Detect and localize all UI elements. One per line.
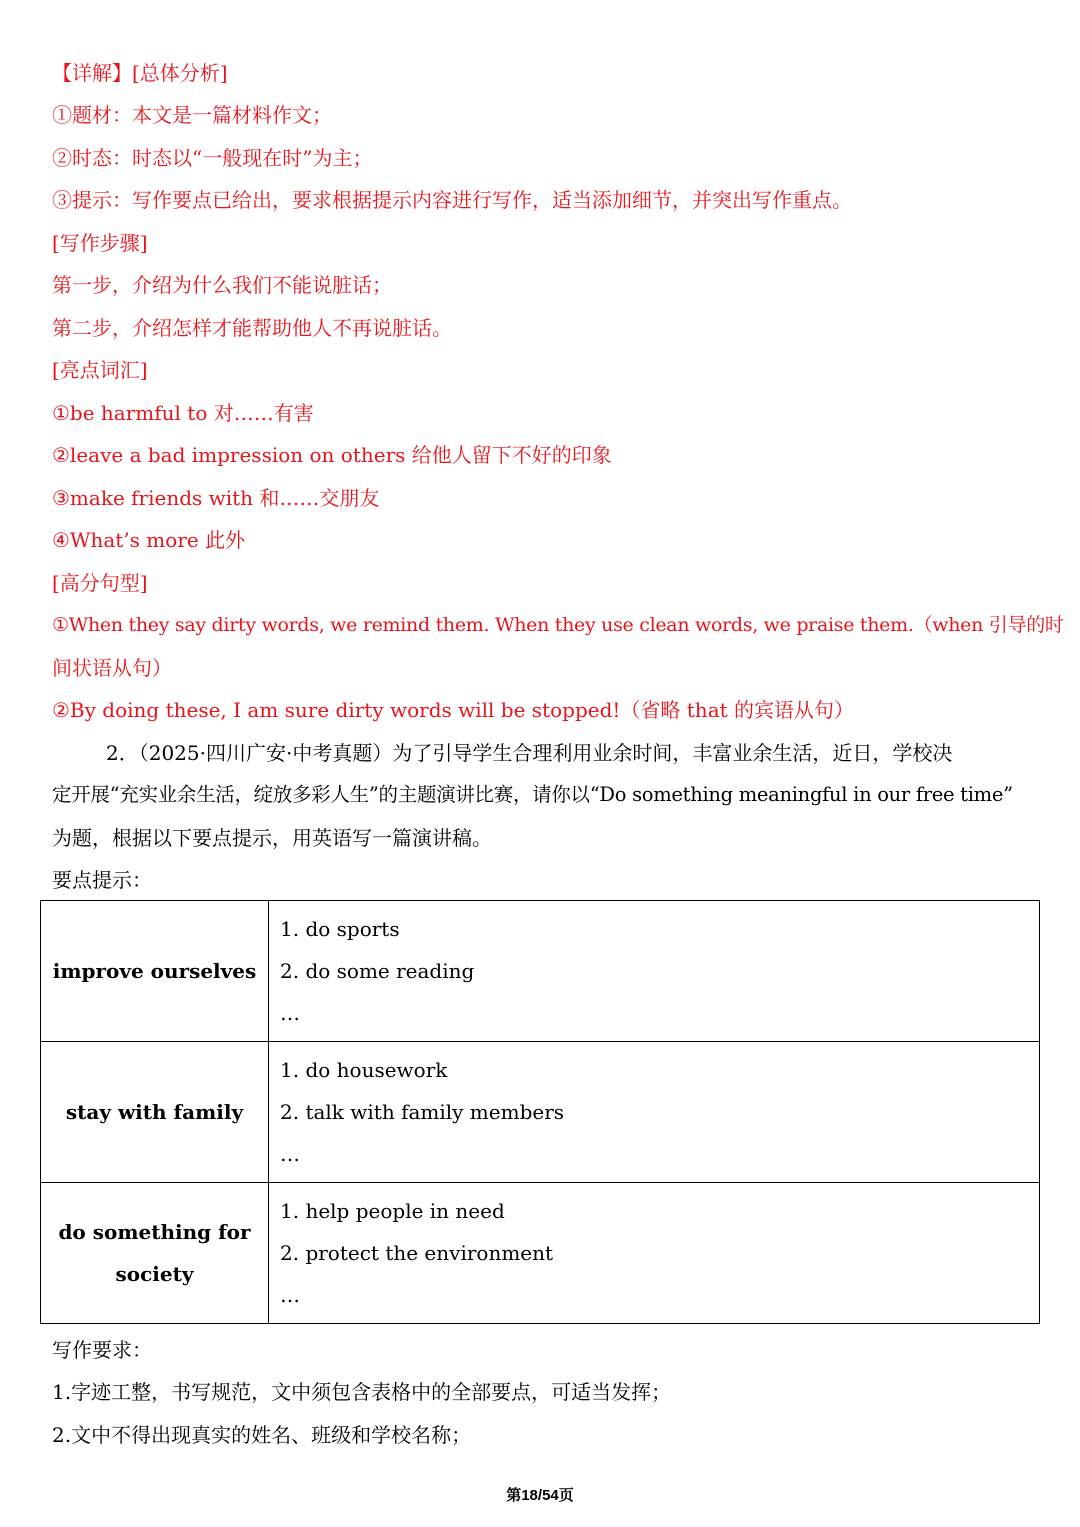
vocab-item-3: ③make friends with 和……交朋友 — [52, 486, 380, 510]
row-key-line: stay with family — [65, 1100, 244, 1124]
page-number: 第18/54页 — [506, 1487, 574, 1504]
overview-line-3: ③提示：写作要点已给出，要求根据提示内容进行写作，适当添加细节，并突出写作重点。 — [52, 188, 852, 212]
row-key-line: do something for — [58, 1220, 251, 1244]
list-item: 1. do housework — [280, 1058, 448, 1082]
requirements-label: 写作要求： — [52, 1338, 152, 1362]
list-item: 2. protect the environment — [280, 1241, 554, 1265]
list-item: … — [280, 1142, 300, 1166]
row-key-line: society — [115, 1262, 194, 1286]
table-row — [41, 1183, 1040, 1324]
list-item: 2. talk with family members — [280, 1100, 565, 1124]
question-line-3: 为题，根据以下要点提示，用英语写一篇演讲稿。 — [52, 826, 492, 850]
vocab-heading: [亮点词汇] — [52, 358, 148, 382]
list-item: … — [280, 1283, 300, 1307]
row-items — [269, 1042, 1040, 1183]
sentence-1-line-1: ①When they say dirty words, we remind them. When they use clean words, we praise them.（when 引导的时 — [52, 614, 1064, 636]
points-table — [40, 900, 1040, 1324]
row-items — [269, 1183, 1040, 1324]
overview-line-2: ②时态：时态以“一般现在时”为主； — [52, 146, 373, 170]
list-item: 1. do sports — [280, 917, 400, 941]
sentence-1-line-2: 间状语从句） — [52, 656, 172, 680]
row-items — [269, 901, 1040, 1042]
sentences-heading: [高分句型] — [52, 571, 148, 595]
step-1: 第一步，介绍为什么我们不能说脏话； — [52, 273, 392, 297]
vocab-item-1: ①be harmful to 对……有害 — [52, 401, 314, 425]
overview-line-1: ①题材：本文是一篇材料作文； — [52, 103, 332, 127]
vocab-item-2: ②leave a bad impression on others 给他人留下不好的印象 — [52, 443, 612, 467]
step-2: 第二步，介绍怎样才能帮助他人不再说脏话。 — [52, 316, 452, 340]
list-item: 2. do some reading — [280, 959, 475, 983]
requirement-2: 2.文中不得出现真实的姓名、班级和学校名称； — [52, 1423, 472, 1447]
sentence-2: ②By doing these, I am sure dirty words will be stopped!（省略 that 的宾语从句） — [52, 698, 855, 722]
analysis-heading: 【详解】[总体分析] — [52, 61, 228, 85]
vocab-item-4: ④What’s more 此外 — [52, 528, 246, 552]
list-item: … — [280, 1001, 300, 1025]
row-key — [41, 901, 269, 1042]
row-key-line: improve ourselves — [52, 959, 257, 983]
table-row — [41, 1042, 1040, 1183]
list-item: 1. help people in need — [280, 1199, 505, 1223]
requirement-1: 1.字迹工整，书写规范，文中须包含表格中的全部要点，可适当发挥； — [52, 1380, 672, 1404]
table-row — [41, 901, 1040, 1042]
row-key — [41, 1183, 269, 1324]
steps-heading: [写作步骤] — [52, 231, 148, 255]
question-line-1: 2．（2025·四川广安·中考真题）为了引导学生合理利用业余时间，丰富业余生活，近日，学校决 — [106, 741, 953, 765]
question-line-2: 定开展“充实业余生活，绽放多彩人生”的主题演讲比赛，请你以“Do something meaningful in our free time” — [52, 783, 1013, 806]
row-key — [41, 1042, 269, 1183]
points-label: 要点提示： — [52, 868, 152, 892]
